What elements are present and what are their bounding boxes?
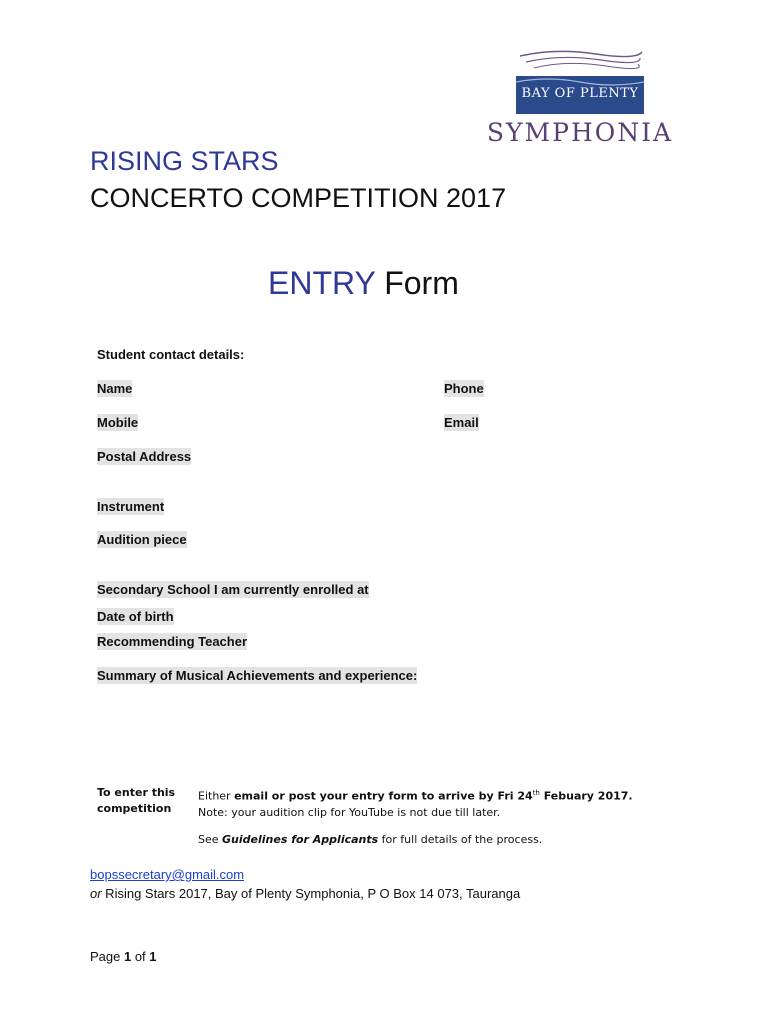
instructions-body <box>198 785 658 821</box>
mobile-field-label[interactable]: Mobile <box>97 415 139 430</box>
logo-box-text: BAY OF PLENTY <box>521 86 639 101</box>
logo-box <box>516 76 644 114</box>
date-of-birth-field-label[interactable]: Date of birth <box>97 609 174 624</box>
name-field-label[interactable]: Name <box>97 381 133 396</box>
pager-total: 1 <box>149 949 157 964</box>
address-or: or <box>90 886 102 901</box>
instr-note: Note: your audition clip for YouTube is not due till later. <box>198 805 501 819</box>
entry-word: ENTRY <box>268 265 376 301</box>
instr-sup: th <box>532 789 540 797</box>
email-field-label[interactable]: Email <box>444 415 479 430</box>
pager-of: of <box>131 949 150 964</box>
title-rising-stars: RISING STARS <box>90 146 279 176</box>
secondary-school-field-label[interactable]: Secondary School I am currently enrolled at <box>97 582 369 597</box>
instructions-heading-line1: To enter this <box>97 786 176 799</box>
recommending-teacher-field-label[interactable]: Recommending Teacher <box>97 634 248 649</box>
summary-field-label[interactable]: Summary of Musical Achievements and experience: <box>97 668 418 683</box>
instrument-field-label[interactable]: Instrument <box>97 499 165 514</box>
instr-date: Febuary 2017. <box>539 789 633 803</box>
guidelines-link-text: Guidelines for Applicants <box>222 833 379 846</box>
title-concerto-competition: CONCERTO COMPETITION 2017 <box>90 183 507 213</box>
instructions-heading <box>97 785 175 817</box>
instr-deadline: email or post your entry form to arrive by Fri 24 <box>234 789 533 803</box>
instr-see: See <box>198 833 223 846</box>
entry-form-heading <box>268 265 459 302</box>
postal-address-field-label[interactable]: Postal Address <box>97 449 192 464</box>
audition-piece-field-label[interactable]: Audition piece <box>97 532 187 547</box>
wave-lines-icon <box>516 48 646 78</box>
pager-current: 1 <box>123 949 132 964</box>
instructions-guidelines <box>198 833 542 846</box>
logo-wordmark: SYMPHONIA <box>486 118 674 147</box>
form-word: Form <box>384 265 459 301</box>
instr-rest: for full details of the process. <box>378 833 543 846</box>
page-number <box>90 949 157 964</box>
section-title: Student contact details: <box>97 347 245 362</box>
postal-address-line <box>90 886 520 901</box>
pager-page-label: Page <box>90 949 124 964</box>
instructions-heading-line2: competition <box>97 802 172 815</box>
address-text: Rising Stars 2017, Bay of Plenty Symphonia, P O Box 14 073, Tauranga <box>101 886 521 901</box>
email-link[interactable]: bopssecretary@gmail.com <box>90 867 245 882</box>
symphonia-logo <box>478 48 682 148</box>
instr-either: Either <box>198 789 235 803</box>
phone-field-label[interactable]: Phone <box>444 381 484 396</box>
